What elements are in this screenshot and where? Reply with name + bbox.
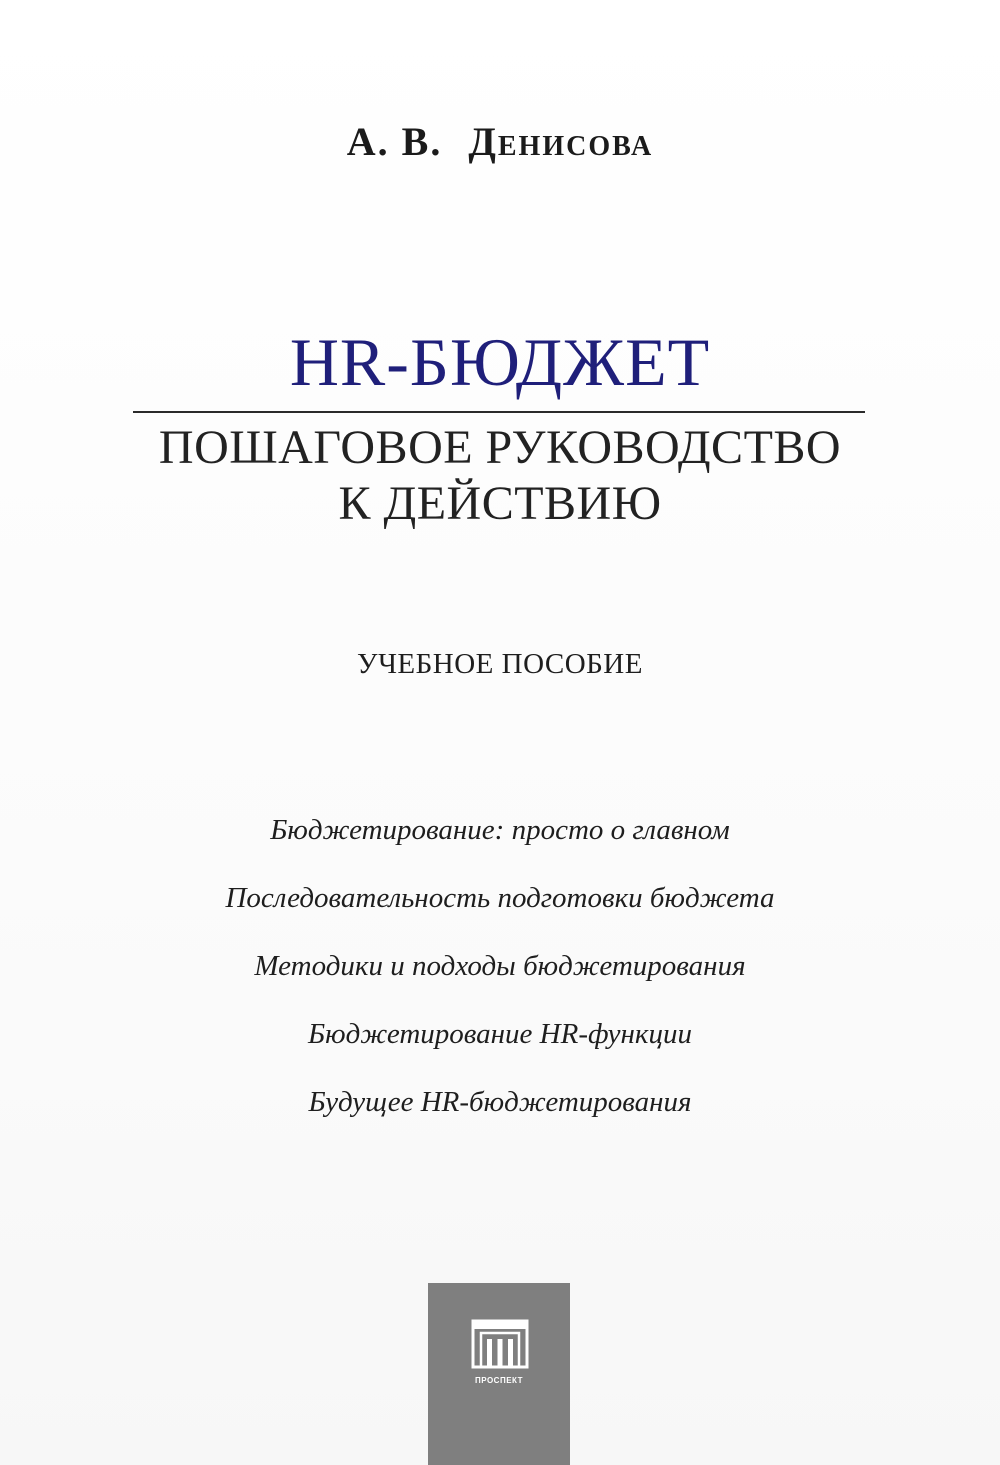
- topic-item: Методики и подходы бюджетирования: [254, 950, 746, 982]
- author-surname: Денисова: [468, 119, 654, 164]
- publisher-name: ПРОСПЕКТ: [474, 1376, 524, 1385]
- author-initials: А. В.: [346, 119, 443, 164]
- subtitle-line-2: К ДЕЙСТВИЮ: [338, 477, 662, 530]
- topic-item: Бюджетирование: просто о главном: [270, 814, 730, 846]
- author-name: [0, 118, 1000, 165]
- building-columns-icon: [465, 1317, 535, 1371]
- topic-item: Бюджетирование HR-функции: [308, 1018, 692, 1050]
- title-divider: [133, 411, 865, 413]
- topic-item: Будущее HR-бюджетирования: [308, 1086, 692, 1118]
- topic-item: Последовательность подготовки бюджета: [225, 882, 775, 914]
- topic-list: [0, 808, 1000, 1148]
- book-title: HR-БЮДЖЕТ: [289, 324, 711, 400]
- edition-type: УЧЕБНОЕ ПОСОБИЕ: [357, 648, 643, 680]
- publisher-block: [428, 1283, 570, 1465]
- subtitle-line-1: ПОШАГОВОЕ РУКОВОДСТВО: [158, 421, 842, 474]
- book-subtitle: [0, 420, 1000, 532]
